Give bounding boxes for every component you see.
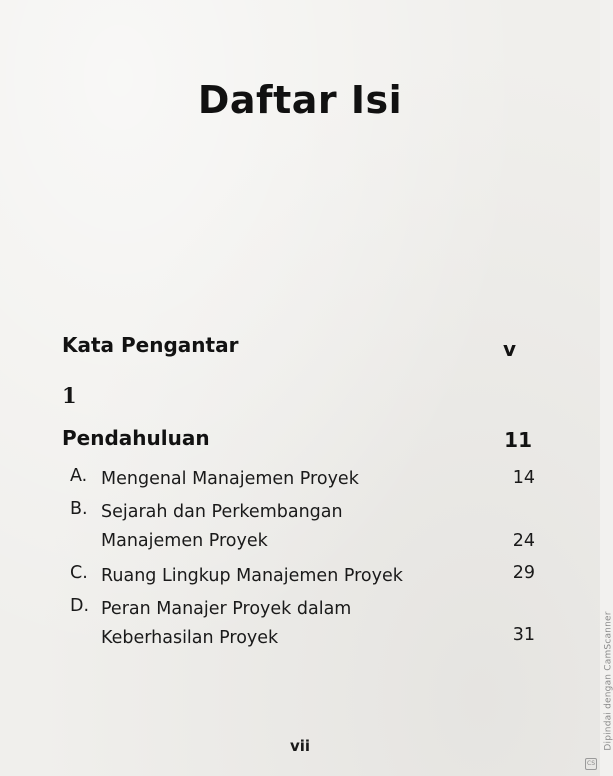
section-page: 24: [512, 531, 535, 551]
page-title: Daftar Isi: [197, 78, 403, 122]
section-page: 29: [512, 563, 535, 583]
section-title-line: Sejarah dan Perkembangan: [101, 502, 343, 522]
section-title-line: Mengenal Manajemen Proyek: [101, 469, 359, 489]
section-title-line: Ruang Lingkup Manajemen Proyek: [101, 566, 403, 586]
chapter-title: Pendahuluan: [62, 426, 210, 450]
page-number: vii: [289, 737, 311, 755]
section-letter: A.: [70, 466, 88, 486]
section-page: 14: [512, 468, 535, 488]
toc-entry-preface[interactable]: [62, 333, 516, 361]
section-title-line: Manajemen Proyek: [101, 531, 268, 551]
toc-entry-section-d[interactable]: [0, 594, 535, 654]
chapter-page: 11: [504, 428, 532, 452]
scanner-watermark: Dipindai dengan CamScanner: [603, 611, 613, 751]
toc-entry-page: v: [502, 337, 516, 361]
toc-entry-chapter[interactable]: [62, 426, 532, 454]
section-page: 31: [512, 625, 535, 645]
toc-entry-section-b[interactable]: [0, 497, 535, 557]
chapter-number: 1: [62, 383, 77, 408]
section-title-line: Keberhasilan Proyek: [101, 628, 279, 648]
camscanner-logo-icon: CS: [585, 758, 597, 770]
section-title-line: Peran Manajer Proyek dalam: [101, 599, 352, 619]
section-letter: C.: [70, 563, 88, 583]
section-letter: D.: [70, 596, 90, 616]
toc-entry-section-a[interactable]: [0, 464, 535, 494]
toc-entry-section-c[interactable]: [0, 561, 535, 591]
toc-entry-label: Kata Pengantar: [62, 333, 239, 357]
section-letter: B.: [70, 499, 88, 519]
